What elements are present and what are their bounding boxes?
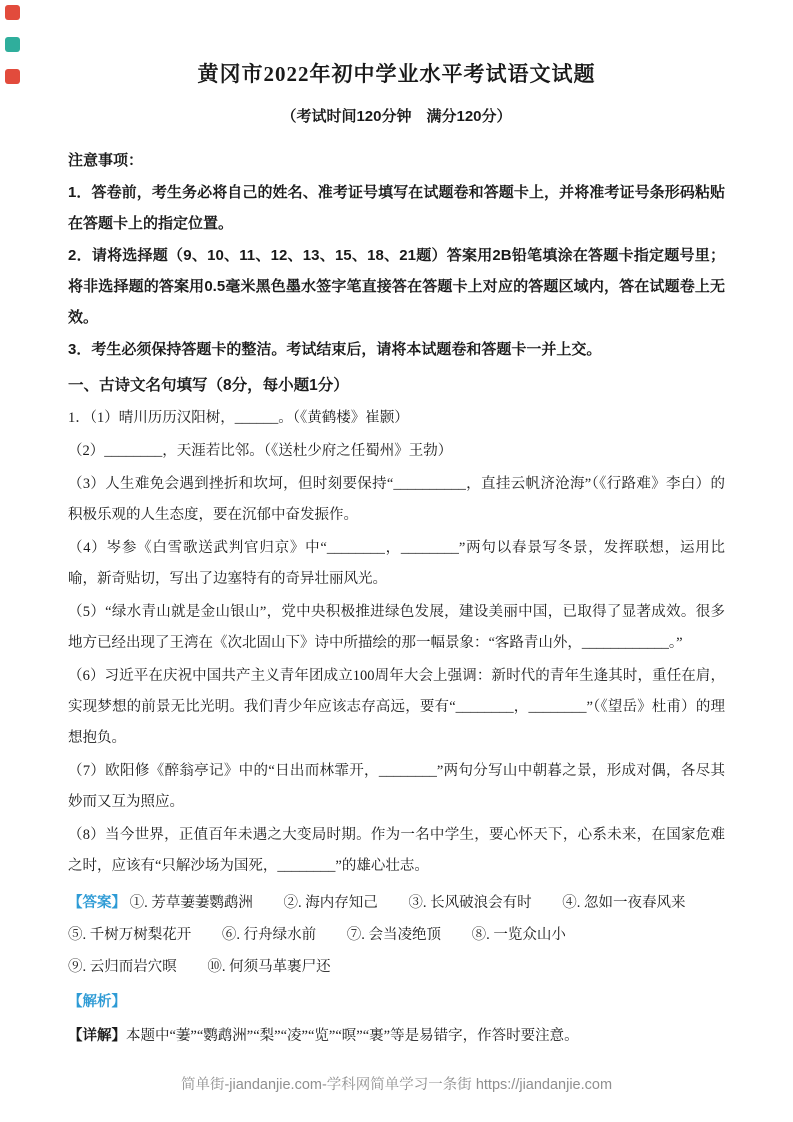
answer-block [68,887,725,983]
notice-item-3: 3．考生必须保持答题卡的整洁。考试结束后，请将本试题卷和答题卡一并上交。 [68,341,602,358]
answer-item-7: ⑦. 会当凌绝顶 [346,927,441,943]
answer-item-5: ⑤. 千树万树梨花开 [68,927,192,943]
notice-item-2: 2．请将选择题（9、10、11、12、13、15、18、21题）答案用2B铅笔填涂在答题卡指定题号里；将非选择题的答案用0.5毫米黑色墨水签字笔直接答在答题卡上对应的答题区域内，答在试题卷上无效。 [68,247,725,326]
question-7: （7）欧阳修《醉翁亭记》中的“日出而林霏开，________”两句分写山中朝暮之景，形成对偶，各尽其妙而又互为照应。 [68,763,725,810]
answer-item-1: ①. 芳草萋萋鹦鹉洲 [129,895,253,911]
notice-heading: 注意事项： [68,152,144,169]
answer-label: 【答案】 [68,895,126,911]
question-5: （5）“绿水青山就是金山银山”，党中央积极推进绿色发展，建设美丽中国，已取得了显著成效。很多地方已经出现了王湾在《次北固山下》诗中所描绘的那一幅景象：“客路青山外，____________。” [68,604,725,651]
stamp-icon-teal-middle [5,37,20,52]
question-3: （3）人生难免会遇到挫折和坎坷，但时刻要保持“__________，直挂云帆济沧海”（《行路难》李白）的积极乐观的人生态度，要在沉郁中奋发振作。 [68,476,725,523]
answer-item-4: ④. 忽如一夜春风来 [562,895,686,911]
question-4: （4）岑参《白雪歌送武判官归京》中“________，________”两句以春景写冬景，发挥联想，运用比喻，新奇贴切，写出了边塞特有的奇异壮丽风光。 [68,540,725,587]
question-1: 1．（1）晴川历历汉阳树，______。（《黄鹤楼》崔颢） [68,410,409,426]
question-2: （2）________，天涯若比邻。（《送杜少府之任蜀州》王勃） [68,443,453,459]
answer-item-2: ②. 海内存知己 [283,895,378,911]
answer-item-3: ③. 长风破浪会有时 [408,895,532,911]
question-6: （6）习近平在庆祝中国共产主义青年团成立100周年大会上强调：新时代的青年生逢其时，重任在肩，实现梦想的前景无比光明。我们青少年应该志存高远，要有“________，________”（《望岳》杜甫）的理想抱负。 [68,668,725,746]
section-heading: 一、古诗文名句填写（8分，每小题1分） [68,377,349,394]
answer-item-6: ⑥. 行舟绿水前 [221,927,317,943]
analysis-label: 【解析】 [68,994,126,1010]
detail-label: 【详解】 [68,1028,126,1044]
answer-item-10: ⑩. 何须马革裹尸还 [207,959,331,975]
answer-item-8: ⑧. 一览众山小 [471,927,566,943]
corner-stamps [5,5,20,84]
stamp-icon-red-top [5,5,20,20]
detail-text: 本题中“萋”“鹦鹉洲”“梨”“凌”“览”“暝”“裹”等是易错字，作答时要注意。 [126,1028,579,1044]
footer-watermark: 简单街-jiandanjie.com-学科网简单学习一条街 https://jiandanjie.com [180,1077,613,1093]
detail-block [68,1021,725,1052]
notice-item-1: 1．答卷前，考生务必将自己的姓名、准考证号填写在试题卷和答题卡上，并将准考证号条形码粘贴在答题卡上的指定位置。 [68,184,725,232]
exam-time-score: （考试时间120分钟 满分120分） [281,108,512,125]
analysis-block [68,986,725,1018]
page-title: 黄冈市2022年初中学业水平考试语文试题 [197,62,596,86]
answer-item-9: ⑨. 云归而岩穴暝 [68,959,177,975]
question-8: （8）当今世界，正值百年未遇之大变局时期。作为一名中学生，要心怀天下，心系未来，在国家危难之时，应该有“只解沙场为国死，________”的雄心壮志。 [68,827,725,874]
stamp-icon-red-bottom [5,69,20,84]
